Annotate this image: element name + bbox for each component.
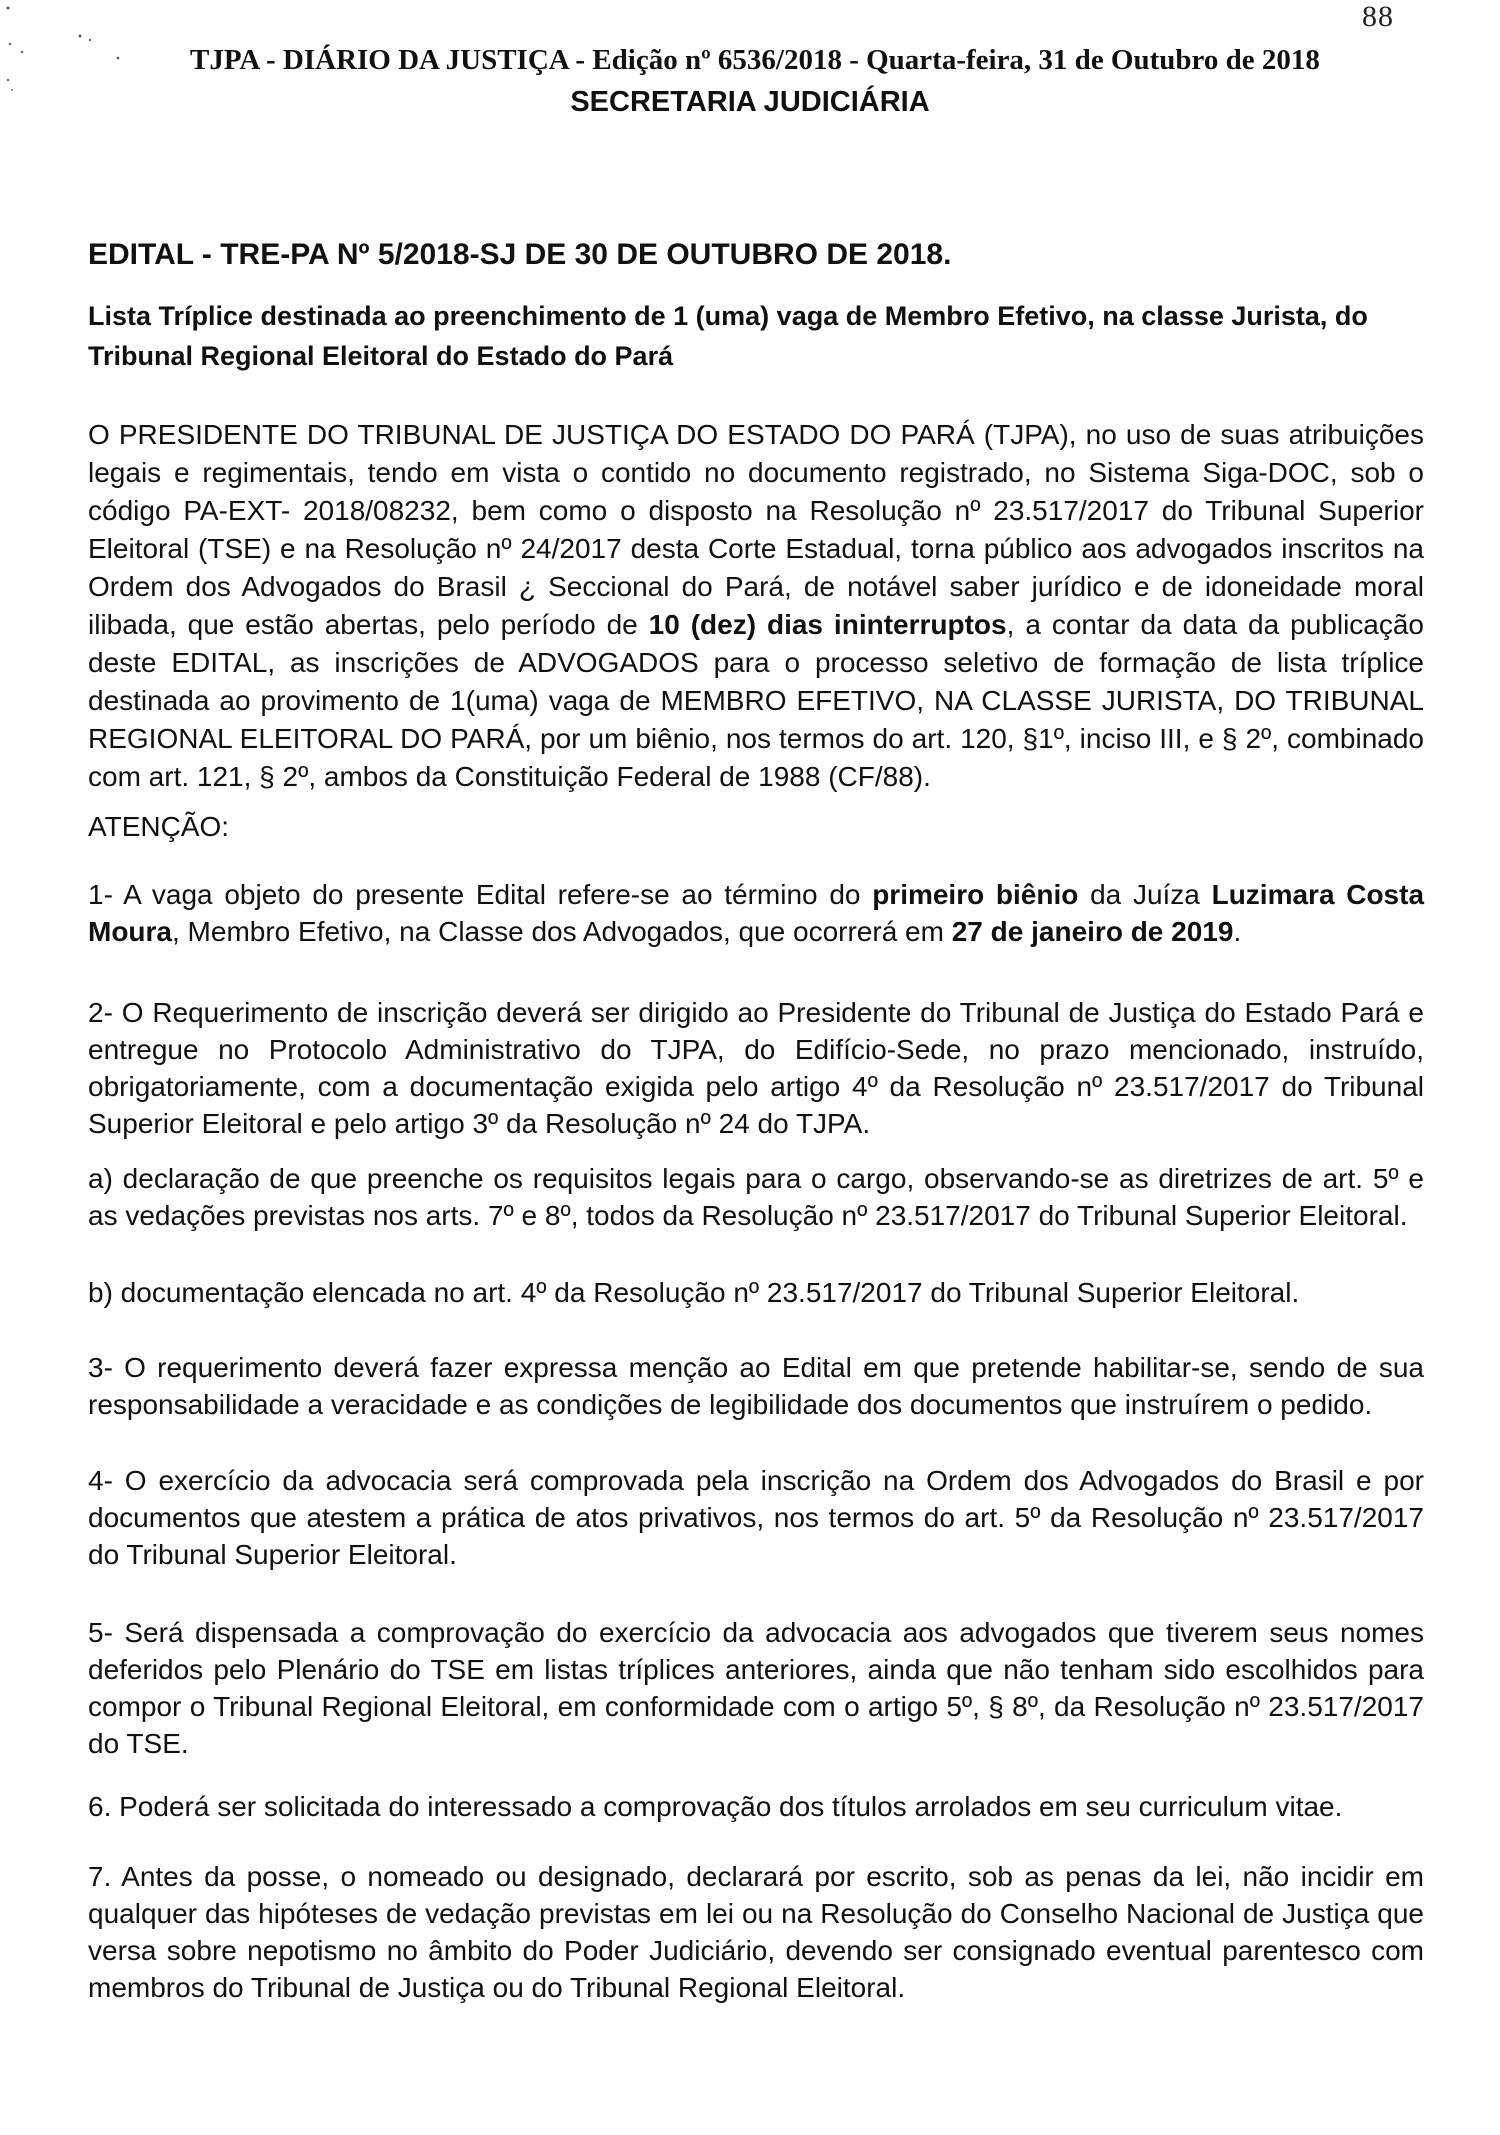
item-2-paragraph: 2- O Requerimento de inscrição deverá ser dirigido ao Presidente do Tribunal de Justiça do Estado Pará e entregue no Protocolo Administrativo do TJPA, do Edifício-Sede, no prazo mencionado, instruído, obrigatoriamente, com a documentação exigida pelo artigo 4º da Resolução nº 23.517/2017 do Tribunal Superior Eleitoral e pelo artigo 3º da Resolução nº 24 do TJPA. [88,997,1424,1139]
item-1-text-2: da Juíza [1078,879,1212,910]
item-1-bold-name: Luzimara Costa Moura [88,879,1425,947]
item-1-paragraph [88,876,1424,950]
item-4-paragraph: 4- O exercício da advocacia será comprovada pela inscrição na Ordem dos Advogados do Brasil e por documentos que atestem a prática de atos privativos, nos termos do art. 5º da Resolução nº 23.517/2017 do Tribunal Superior Eleitoral. [88,1465,1424,1570]
section-title: SECRETARIA JUDICIÁRIA [570,86,930,118]
intro-text-part2: , a contar da data da publicação deste EDITAL, as inscrições de ADVOGADOS para o processo seletivo de formação de lista tríplice destinada ao provimento de 1(uma) vaga de MEMBRO EFETIVO, NA CLASSE JURISTA, DO TRIBUNAL REGIONAL ELEITORAL DO PARÁ, por um biênio, nos termos do art. 120, §1º, inciso III, e § 2º, combinado com art. 121, § 2º, ambos da Constituição Federal de 1988 (CF/88). [88,609,1425,792]
intro-paragraph [88,416,1424,796]
intro-text-part1: O PRESIDENTE DO TRIBUNAL DE JUSTIÇA DO ESTADO DO PARÁ (TJPA), no uso de suas atribuições legais e regimentais, tendo em vista o contido no documento registrado, no Sistema Siga-DOC, sob o código PA-EXT- 2018/08232, bem como o disposto na Resolução nº 23.517/2017 do Tribunal Superior Eleitoral (TSE) e na Resolução nº 24/2017 desta Corte Estadual, torna público aos advogados inscritos na Ordem dos Advogados do Brasil ¿ Seccional do Pará, de notável saber jurídico e de idoneidade moral ilibada, que estão abertas, pelo período de [88,419,1424,640]
item-3-paragraph: 3- O requerimento deverá fazer expressa menção ao Edital em que pretende habilitar-se, sendo de sua responsabilidade a veracidade e as condições de legibilidade dos documentos que instruírem o pedido. [88,1352,1424,1420]
running-header: TJPA - DIÁRIO DA JUSTIÇA - Edição nº 6536/2018 - Quarta-feira, 31 de Outubro de 2018 [190,44,1320,76]
item-1-text-1: 1- A vaga objeto do presente Edital refere-se ao término do [88,879,873,910]
item-7-paragraph: 7. Antes da posse, o nomeado ou designado, declarará por escrito, sob as penas da lei, não incidir em qualquer das hipóteses de vedação previstas em lei ou na Resolução do Conselho Nacional de Justiça que versa sobre nepotismo no âmbito do Poder Judiciário, devendo ser consignado eventual parentesco com membros do Tribunal de Justiça ou do Tribunal Regional Eleitoral. [88,1861,1424,2003]
item-5-paragraph: 5- Será dispensada a comprovação do exercício da advocacia aos advogados que tiverem seus nomes deferidos pelo Plenário do TSE em listas tríplices anteriores, ainda que não tenham sido escolhidos para compor o Tribunal Regional Eleitoral, em conformidade com o artigo 5º, § 8º, da Resolução nº 23.517/2017 do TSE. [88,1617,1424,1759]
intro-bold-period: 10 (dez) dias ininterruptos [648,609,1007,640]
scan-speck-marks [0,0,140,100]
atencao-heading: ATENÇÃO: [88,811,230,842]
item-1-bold-date: 27 de janeiro de 2019 [951,916,1234,947]
page-number: 88 [1362,0,1394,33]
item-1-text-3: , Membro Efetivo, na Classe dos Advogados, que ocorrerá em [172,916,952,947]
item-1-bold-bienio: primeiro biênio [872,879,1079,910]
item-2b-paragraph: b) documentação elencada no art. 4º da Resolução nº 23.517/2017 do Tribunal Superior Eleitoral. [88,1277,1300,1308]
item-6-paragraph: 6. Poderá ser solicitada do interessado a comprovação dos títulos arrolados em seu curriculum vitae. [88,1791,1343,1822]
edital-title: EDITAL - TRE-PA Nº 5/2018-SJ DE 30 DE OUTUBRO DE 2018. [88,238,952,271]
item-2a-paragraph: a) declaração de que preenche os requisitos legais para o cargo, observando-se as diretrizes de art. 5º e as vedações previstas nos arts. 7º e 8º, todos da Resolução nº 23.517/2017 do Tribunal Superior Eleitoral. [88,1163,1424,1231]
edital-subtitle: Lista Tríplice destinada ao preenchimento de 1 (uma) vaga de Membro Efetivo, na classe Jurista, do Tribunal Regional Eleitoral do Estado do Pará [88,301,1368,371]
item-1-text-4: . [1233,916,1242,947]
